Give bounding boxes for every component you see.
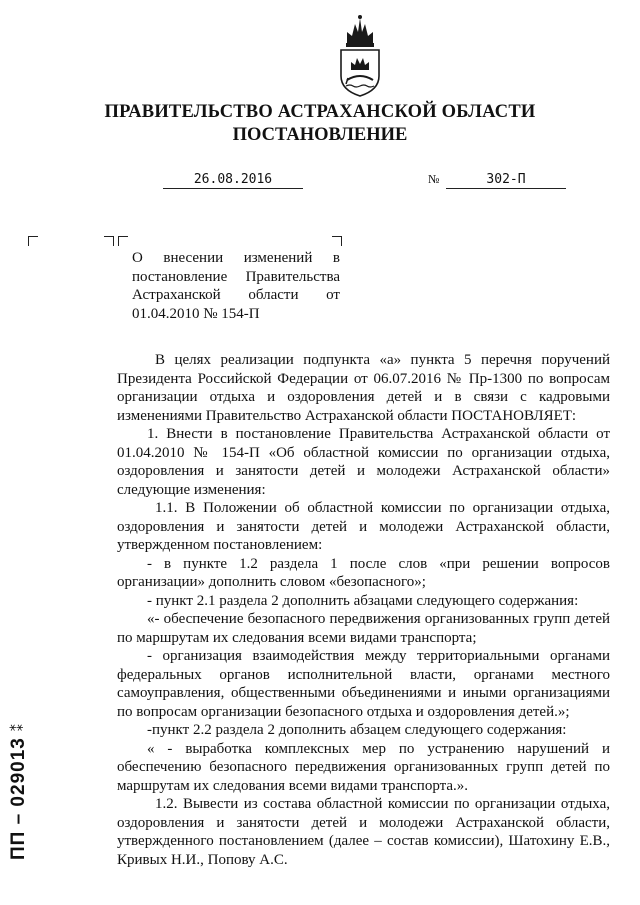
corner-mark-subject-right	[332, 236, 342, 246]
paragraph: 1.2. Вывести из состава областной комиссии по организации отдыха, оздоровления и занятости детей и молодежи Астраханской области, утвержденного постановлением (далее – состав комиссии), Шатохину Е.В., Кривых Н.И., Попову А.С.	[117, 796, 610, 868]
document-subject: О внесении изменений в постановление Правительства Астраханской области от 01.04.2010 № 154-П	[132, 250, 340, 322]
paragraph: 1. Внести в постановление Правительства Астраханской области от 01.04.2010 № 154-П «Об областной комиссии по организации отдыха, оздоровления и занятости детей и молодежи Астраханской области» следующие изменения:	[117, 426, 610, 498]
corner-mark-subject-left	[118, 236, 128, 246]
paragraph: -пункт 2.2 раздела 2 дополнить абзацем следующего содержания:	[147, 722, 567, 738]
paragraph: - организация взаимодействия между территориальными органами федеральных органов исполнительной власти, органами местного самоуправления, общественными объединениями и иными организациями по вопросам организации безопасного отдыха и оздоровления детей.»;	[117, 648, 610, 720]
corner-mark-left	[28, 236, 38, 246]
document-type: ПОСТАНОВЛЕНИЕ	[232, 125, 408, 145]
paragraph: В целях реализации подпункта «а» пункта 5 перечня поручений Президента Российской Федерации от 06.07.2016 № Пр-1300 по вопросам организации отдыха и оздоровления детей и в связи с кадровыми изменениями Правительство Астраханской области ПОСТАНОВЛЯЕТ:	[117, 352, 610, 424]
number-sign: №	[428, 172, 440, 186]
paragraph: - в пункте 1.2 раздела 1 после слов «при решении вопросов организации» дополнить словом «безопасного»;	[117, 555, 610, 590]
document-body	[117, 351, 610, 869]
corner-mark-subject-right-a	[104, 236, 114, 246]
document-number: 302-П	[446, 171, 566, 189]
paragraph: 1.1. В Положении об областной комиссии по организации отдыха, оздоровления и занятости детей и молодежи Астраханской области, утвержденном постановлением:	[117, 500, 610, 553]
serial-number: ПП – 029013	[8, 737, 29, 860]
document-date: 26.08.2016	[163, 171, 303, 189]
organization-title: ПРАВИТЕЛЬСТВО АСТРАХАНСКОЙ ОБЛАСТИ	[104, 102, 536, 122]
paragraph: «- обеспечение безопасного передвижения организованных групп детей по маршрутам их следования всеми видами транспорта;	[117, 611, 610, 646]
astrakhan-coat-of-arms-icon	[337, 14, 383, 98]
stamp-mark-icon: ⁑	[10, 723, 26, 732]
paragraph: - пункт 2.1 раздела 2 дополнить абзацами следующего содержания:	[147, 592, 579, 609]
side-serial-stamp	[5, 690, 31, 860]
paragraph: « - выработка комплексных мер по устранению нарушений и обеспечению безопасного передвижения организованных групп детей по маршрутам их следования всеми видами транспорта.».	[117, 740, 610, 794]
